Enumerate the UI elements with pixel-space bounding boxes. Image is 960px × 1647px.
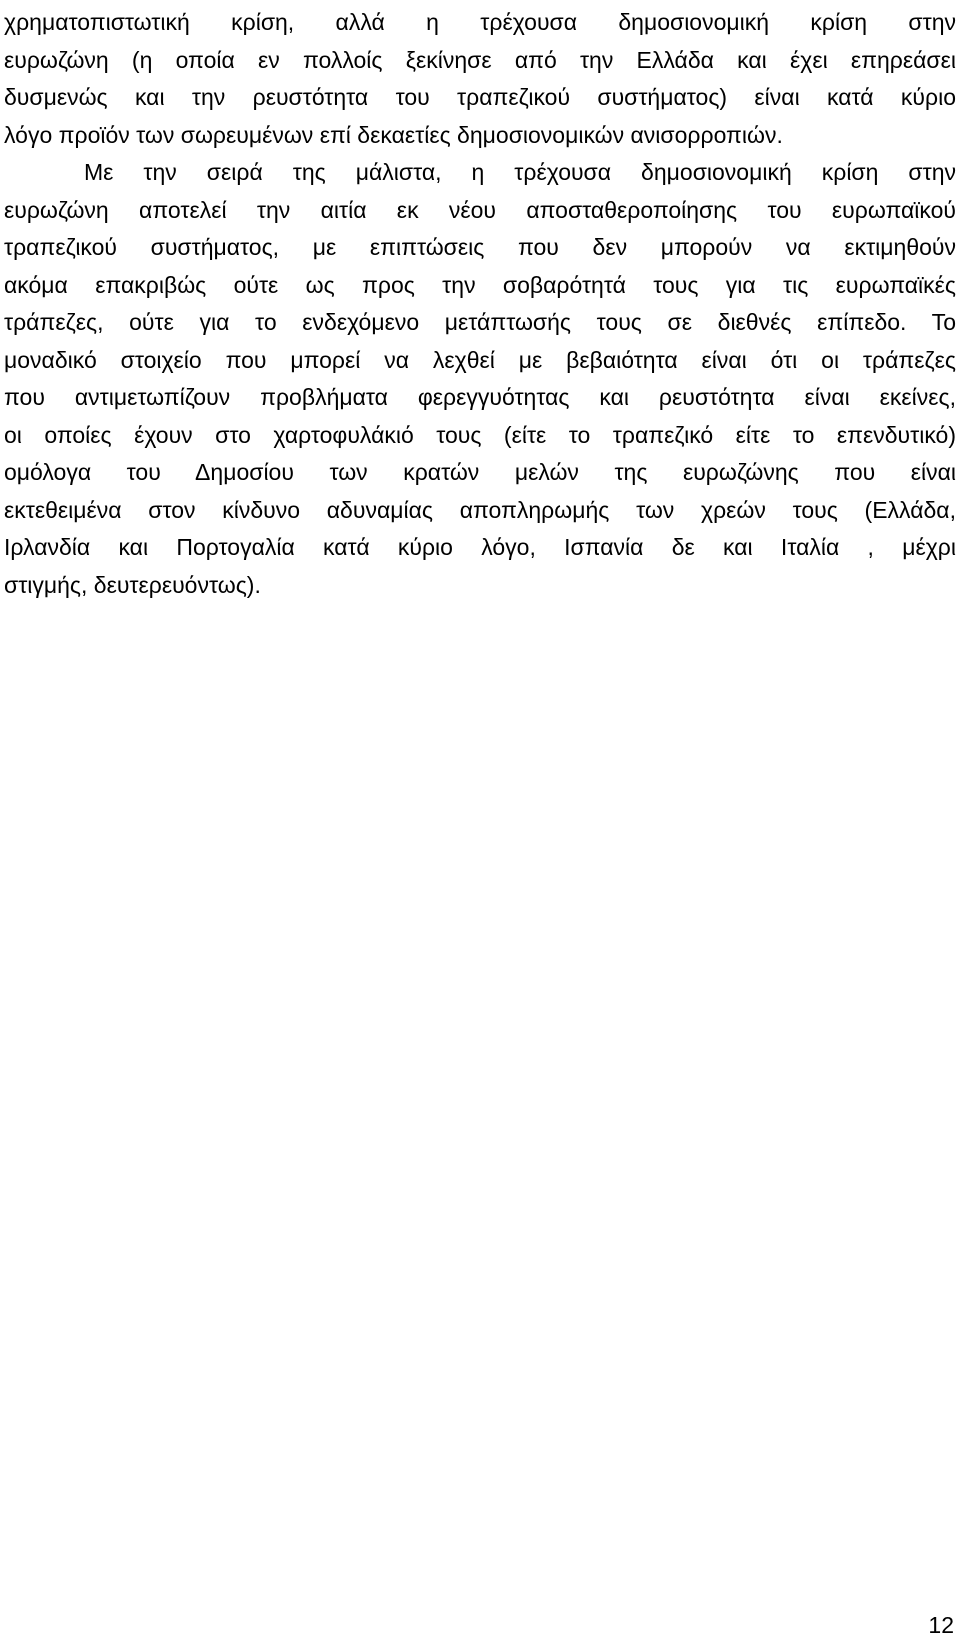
text-line: ευρωζώνη (η οποία εν πολλοίς ξεκίνησε από την Ελλάδα και έχει επηρεάσει [4, 46, 956, 73]
text-line: ομόλογα του Δημοσίου των κρατών μελών της ευρωζώνης που είναι [4, 459, 956, 485]
text-line: μοναδικό στοιχείο που μπορεί να λεχθεί με βεβαιότητα είναι ότι οι τράπεζες [4, 346, 956, 373]
text-line: δυσμενώς και την ρευστότητα του τραπεζικού συστήματος) είναι κατά κύριο [4, 84, 956, 110]
text-line: οι οποίες έχουν στο χαρτοφυλάκιό τους (είτε το τραπεζικό είτε το επενδυτικό) [4, 421, 956, 448]
text-line: τράπεζες, ούτε για το ενδεχόμενο μετάπτωσής τους σε διεθνές επίπεδο. Το [4, 309, 956, 335]
text-line: που αντιμετωπίζουν προβλήματα φερεγγυότητας και ρευστότητα είναι εκείνες, [4, 384, 956, 410]
page-number: 12 [928, 1612, 954, 1638]
body-text [4, 4, 956, 604]
text-line: Με την σειρά της μάλιστα, η τρέχουσα δημοσιονομική κρίση στην [84, 159, 956, 185]
text-line: λόγο προϊόν των σωρευμένων επί δεκαετίες δημοσιονομικών ανισορροπιών. [4, 121, 783, 148]
text-line: τραπεζικού συστήματος, με επιπτώσεις που δεν μπορούν να εκτιμηθούν [4, 234, 956, 260]
text-line: στιγμής, δευτερευόντως). [4, 571, 261, 598]
text-line: χρηματοπιστωτική κρίση, αλλά η τρέχουσα δημοσιονομική κρίση στην [4, 9, 956, 35]
text-line: ακόμα επακριβώς ούτε ως προς την σοβαρότητά τους για τις ευρωπαϊκές [4, 271, 956, 298]
text-line: εκτεθειμένα στον κίνδυνο αδυναμίας αποπληρωμής των χρεών τους (Ελλάδα, [4, 496, 956, 523]
text-line: Ιρλανδία και Πορτογαλία κατά κύριο λόγο, Ισπανία δε και Ιταλία , μέχρι [4, 534, 956, 560]
text-line: ευρωζώνη αποτελεί την αιτία εκ νέου αποσταθεροποίησης του ευρωπαϊκού [4, 196, 956, 223]
